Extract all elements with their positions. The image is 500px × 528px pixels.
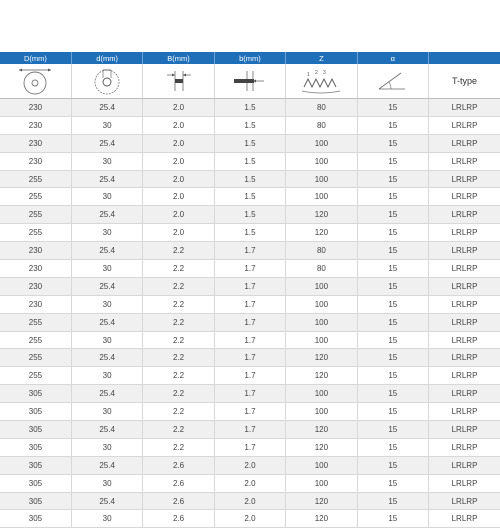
cell-angle: 15 <box>357 134 428 152</box>
cell-outer-diameter: 230 <box>0 152 71 170</box>
cell-tooth-type: LRLRP <box>429 206 500 224</box>
cell-kerf-width: 2.0 <box>143 170 214 188</box>
cell-plate-thickness: 1.7 <box>214 277 285 295</box>
cell-tooth-type: LRLRP <box>429 295 500 313</box>
cell-plate-thickness: 1.7 <box>214 260 285 278</box>
header-outer-diameter: D(mm) <box>0 52 71 64</box>
table-row <box>0 224 500 242</box>
cell-kerf-width: 2.0 <box>143 134 214 152</box>
cell-outer-diameter: 305 <box>0 385 71 403</box>
cell-angle: 15 <box>357 331 428 349</box>
icon-cell-b <box>214 64 285 99</box>
cell-outer-diameter: 255 <box>0 224 71 242</box>
teeth-digit-3: 3 <box>323 70 327 76</box>
cell-angle: 15 <box>357 99 428 117</box>
table-row <box>0 277 500 295</box>
cell-teeth-count: 120 <box>286 492 357 510</box>
cell-plate-thickness: 1.7 <box>214 367 285 385</box>
cell-angle: 15 <box>357 438 428 456</box>
cell-bore-diameter: 25.4 <box>71 206 142 224</box>
cell-outer-diameter: 255 <box>0 188 71 206</box>
cell-bore-diameter: 25.4 <box>71 349 142 367</box>
cell-plate-thickness: 1.5 <box>214 134 285 152</box>
cell-bore-diameter: 30 <box>71 295 142 313</box>
cell-tooth-type: LRLRP <box>429 421 500 439</box>
cell-kerf-width: 2.0 <box>143 152 214 170</box>
cell-tooth-type: LRLRP <box>429 260 500 278</box>
cell-kerf-width: 2.2 <box>143 385 214 403</box>
cell-tooth-type: LRLRP <box>429 474 500 492</box>
cell-plate-thickness: 1.5 <box>214 170 285 188</box>
cell-teeth-count: 120 <box>286 367 357 385</box>
cell-tooth-type: LRLRP <box>429 385 500 403</box>
table-row <box>0 152 500 170</box>
cell-bore-diameter: 30 <box>71 510 142 528</box>
cell-outer-diameter: 255 <box>0 313 71 331</box>
table-row <box>0 456 500 474</box>
cell-tooth-type: LRLRP <box>429 510 500 528</box>
cell-kerf-width: 2.0 <box>143 116 214 134</box>
teeth-digit-2: 2 <box>315 70 319 76</box>
cell-kerf-width: 2.0 <box>143 188 214 206</box>
cell-kerf-width: 2.6 <box>143 474 214 492</box>
cell-bore-diameter: 30 <box>71 116 142 134</box>
cell-kerf-width: 2.2 <box>143 331 214 349</box>
cell-tooth-type: LRLRP <box>429 134 500 152</box>
cell-plate-thickness: 1.7 <box>214 438 285 456</box>
table-row <box>0 492 500 510</box>
table-row <box>0 295 500 313</box>
cell-teeth-count: 100 <box>286 456 357 474</box>
cell-angle: 15 <box>357 492 428 510</box>
cell-kerf-width: 2.2 <box>143 349 214 367</box>
cell-tooth-type: LRLRP <box>429 456 500 474</box>
cell-plate-thickness: 2.0 <box>214 492 285 510</box>
cell-outer-diameter: 255 <box>0 206 71 224</box>
table-row <box>0 134 500 152</box>
header-row <box>0 52 500 64</box>
cell-outer-diameter: 305 <box>0 456 71 474</box>
cell-bore-diameter: 30 <box>71 331 142 349</box>
cell-plate-thickness: 1.7 <box>214 331 285 349</box>
cell-teeth-count: 80 <box>286 242 357 260</box>
cell-kerf-width: 2.0 <box>143 206 214 224</box>
cell-plate-thickness: 1.5 <box>214 99 285 117</box>
cell-tooth-type: LRLRP <box>429 188 500 206</box>
cell-plate-thickness: 1.7 <box>214 295 285 313</box>
cell-tooth-type: LRLRP <box>429 242 500 260</box>
icon-cell-alpha <box>357 64 428 99</box>
cell-plate-thickness: 1.5 <box>214 116 285 134</box>
plate-thickness-icon <box>228 67 272 95</box>
cell-plate-thickness: 1.5 <box>214 206 285 224</box>
cell-bore-diameter: 30 <box>71 438 142 456</box>
cell-tooth-type: LRLRP <box>429 331 500 349</box>
cell-teeth-count: 120 <box>286 510 357 528</box>
cell-angle: 15 <box>357 242 428 260</box>
t-type-label: T-type <box>429 64 500 99</box>
cell-plate-thickness: 1.5 <box>214 152 285 170</box>
cell-angle: 15 <box>357 206 428 224</box>
cell-plate-thickness: 1.5 <box>214 224 285 242</box>
cell-angle: 15 <box>357 152 428 170</box>
cell-tooth-type: LRLRP <box>429 438 500 456</box>
cell-plate-thickness: 1.5 <box>214 188 285 206</box>
table-row <box>0 367 500 385</box>
cell-plate-thickness: 2.0 <box>214 510 285 528</box>
cell-plate-thickness: 1.7 <box>214 313 285 331</box>
cell-bore-diameter: 25.4 <box>71 313 142 331</box>
table-row <box>0 99 500 117</box>
saw-blade-spec-table <box>0 52 500 528</box>
cell-bore-diameter: 25.4 <box>71 134 142 152</box>
cell-angle: 15 <box>357 313 428 331</box>
cell-tooth-type: LRLRP <box>429 116 500 134</box>
cell-outer-diameter: 230 <box>0 277 71 295</box>
cell-teeth-count: 100 <box>286 403 357 421</box>
cell-outer-diameter: 305 <box>0 421 71 439</box>
cell-angle: 15 <box>357 474 428 492</box>
cell-angle: 15 <box>357 510 428 528</box>
cell-plate-thickness: 1.7 <box>214 403 285 421</box>
cell-angle: 15 <box>357 224 428 242</box>
cell-kerf-width: 2.2 <box>143 421 214 439</box>
cell-kerf-width: 2.2 <box>143 295 214 313</box>
cell-angle: 15 <box>357 456 428 474</box>
cell-teeth-count: 100 <box>286 313 357 331</box>
cell-angle: 15 <box>357 403 428 421</box>
cell-teeth-count: 80 <box>286 99 357 117</box>
cell-outer-diameter: 255 <box>0 170 71 188</box>
cell-kerf-width: 2.6 <box>143 456 214 474</box>
cell-bore-diameter: 30 <box>71 188 142 206</box>
header-teeth-count: Z <box>286 52 357 64</box>
cell-outer-diameter: 230 <box>0 295 71 313</box>
cell-plate-thickness: 1.7 <box>214 421 285 439</box>
table-row <box>0 242 500 260</box>
cell-outer-diameter: 230 <box>0 134 71 152</box>
cell-plate-thickness: 1.7 <box>214 242 285 260</box>
table-row <box>0 206 500 224</box>
cell-outer-diameter: 230 <box>0 99 71 117</box>
cell-tooth-type: LRLRP <box>429 403 500 421</box>
header-plate-thickness: b(mm) <box>214 52 285 64</box>
header-tooth-type <box>429 52 500 64</box>
cell-bore-diameter: 30 <box>71 152 142 170</box>
cell-teeth-count: 80 <box>286 116 357 134</box>
table-row <box>0 313 500 331</box>
cell-outer-diameter: 305 <box>0 403 71 421</box>
icon-cell-D <box>0 64 71 99</box>
cell-teeth-count: 100 <box>286 295 357 313</box>
cell-kerf-width: 2.2 <box>143 313 214 331</box>
spec-table-container <box>0 52 500 528</box>
cell-angle: 15 <box>357 295 428 313</box>
table-row <box>0 116 500 134</box>
cell-tooth-type: LRLRP <box>429 349 500 367</box>
cell-teeth-count: 120 <box>286 421 357 439</box>
cell-angle: 15 <box>357 421 428 439</box>
cell-teeth-count: 120 <box>286 438 357 456</box>
cell-outer-diameter: 230 <box>0 242 71 260</box>
cell-outer-diameter: 255 <box>0 367 71 385</box>
cell-tooth-type: LRLRP <box>429 170 500 188</box>
cell-bore-diameter: 30 <box>71 260 142 278</box>
cell-tooth-type: LRLRP <box>429 277 500 295</box>
cell-bore-diameter: 30 <box>71 403 142 421</box>
cell-bore-diameter: 30 <box>71 474 142 492</box>
cell-teeth-count: 100 <box>286 134 357 152</box>
cell-tooth-type: LRLRP <box>429 313 500 331</box>
saw-disc-diameter-icon <box>13 67 57 95</box>
cell-plate-thickness: 2.0 <box>214 474 285 492</box>
cell-bore-diameter: 30 <box>71 224 142 242</box>
cell-teeth-count: 100 <box>286 331 357 349</box>
cell-bore-diameter: 25.4 <box>71 242 142 260</box>
cell-bore-diameter: 25.4 <box>71 492 142 510</box>
cell-tooth-type: LRLRP <box>429 99 500 117</box>
angle-icon <box>371 67 415 95</box>
cell-tooth-type: LRLRP <box>429 224 500 242</box>
cell-angle: 15 <box>357 116 428 134</box>
cell-teeth-count: 120 <box>286 349 357 367</box>
table-row <box>0 188 500 206</box>
header-angle: α <box>357 52 428 64</box>
cell-angle: 15 <box>357 277 428 295</box>
cell-plate-thickness: 2.0 <box>214 456 285 474</box>
cell-bore-diameter: 25.4 <box>71 385 142 403</box>
table-row <box>0 385 500 403</box>
cell-kerf-width: 2.2 <box>143 367 214 385</box>
teeth-count-icon <box>298 67 344 95</box>
cell-teeth-count: 100 <box>286 188 357 206</box>
bore-diameter-icon <box>85 67 129 95</box>
cell-bore-diameter: 25.4 <box>71 99 142 117</box>
cell-teeth-count: 100 <box>286 474 357 492</box>
icon-cell-Z <box>286 64 357 99</box>
cell-kerf-width: 2.2 <box>143 403 214 421</box>
table-row <box>0 510 500 528</box>
table-row <box>0 438 500 456</box>
icon-cell-d <box>71 64 142 99</box>
cell-teeth-count: 100 <box>286 152 357 170</box>
cell-kerf-width: 2.0 <box>143 224 214 242</box>
cell-bore-diameter: 25.4 <box>71 170 142 188</box>
cell-bore-diameter: 30 <box>71 367 142 385</box>
cell-kerf-width: 2.0 <box>143 99 214 117</box>
cell-bore-diameter: 25.4 <box>71 456 142 474</box>
teeth-digit-1: 1 <box>307 72 311 78</box>
cell-tooth-type: LRLRP <box>429 152 500 170</box>
cell-teeth-count: 80 <box>286 260 357 278</box>
cell-angle: 15 <box>357 385 428 403</box>
table-row <box>0 349 500 367</box>
table-row <box>0 421 500 439</box>
icon-row <box>0 64 500 99</box>
cell-kerf-width: 2.6 <box>143 510 214 528</box>
cell-teeth-count: 100 <box>286 170 357 188</box>
cell-angle: 15 <box>357 349 428 367</box>
table-row <box>0 474 500 492</box>
table-row <box>0 260 500 278</box>
icon-cell-B <box>143 64 214 99</box>
cell-kerf-width: 2.2 <box>143 438 214 456</box>
cell-outer-diameter: 255 <box>0 349 71 367</box>
cell-plate-thickness: 1.7 <box>214 349 285 367</box>
cell-angle: 15 <box>357 260 428 278</box>
table-row <box>0 170 500 188</box>
cell-angle: 15 <box>357 188 428 206</box>
cell-outer-diameter: 230 <box>0 260 71 278</box>
cell-outer-diameter: 305 <box>0 474 71 492</box>
cell-kerf-width: 2.6 <box>143 492 214 510</box>
cell-kerf-width: 2.2 <box>143 260 214 278</box>
cell-teeth-count: 120 <box>286 224 357 242</box>
kerf-width-icon <box>157 67 201 95</box>
table-row <box>0 331 500 349</box>
cell-outer-diameter: 255 <box>0 331 71 349</box>
cell-teeth-count: 100 <box>286 385 357 403</box>
cell-tooth-type: LRLRP <box>429 367 500 385</box>
header-kerf-width: B(mm) <box>143 52 214 64</box>
cell-bore-diameter: 25.4 <box>71 421 142 439</box>
table-row <box>0 403 500 421</box>
cell-outer-diameter: 230 <box>0 116 71 134</box>
cell-angle: 15 <box>357 170 428 188</box>
cell-tooth-type: LRLRP <box>429 492 500 510</box>
cell-teeth-count: 100 <box>286 277 357 295</box>
cell-outer-diameter: 305 <box>0 492 71 510</box>
header-bore-diameter: d(mm) <box>71 52 142 64</box>
cell-kerf-width: 2.2 <box>143 277 214 295</box>
cell-kerf-width: 2.2 <box>143 242 214 260</box>
cell-teeth-count: 120 <box>286 206 357 224</box>
cell-plate-thickness: 1.7 <box>214 385 285 403</box>
cell-angle: 15 <box>357 367 428 385</box>
cell-bore-diameter: 25.4 <box>71 277 142 295</box>
cell-outer-diameter: 305 <box>0 510 71 528</box>
cell-outer-diameter: 305 <box>0 438 71 456</box>
